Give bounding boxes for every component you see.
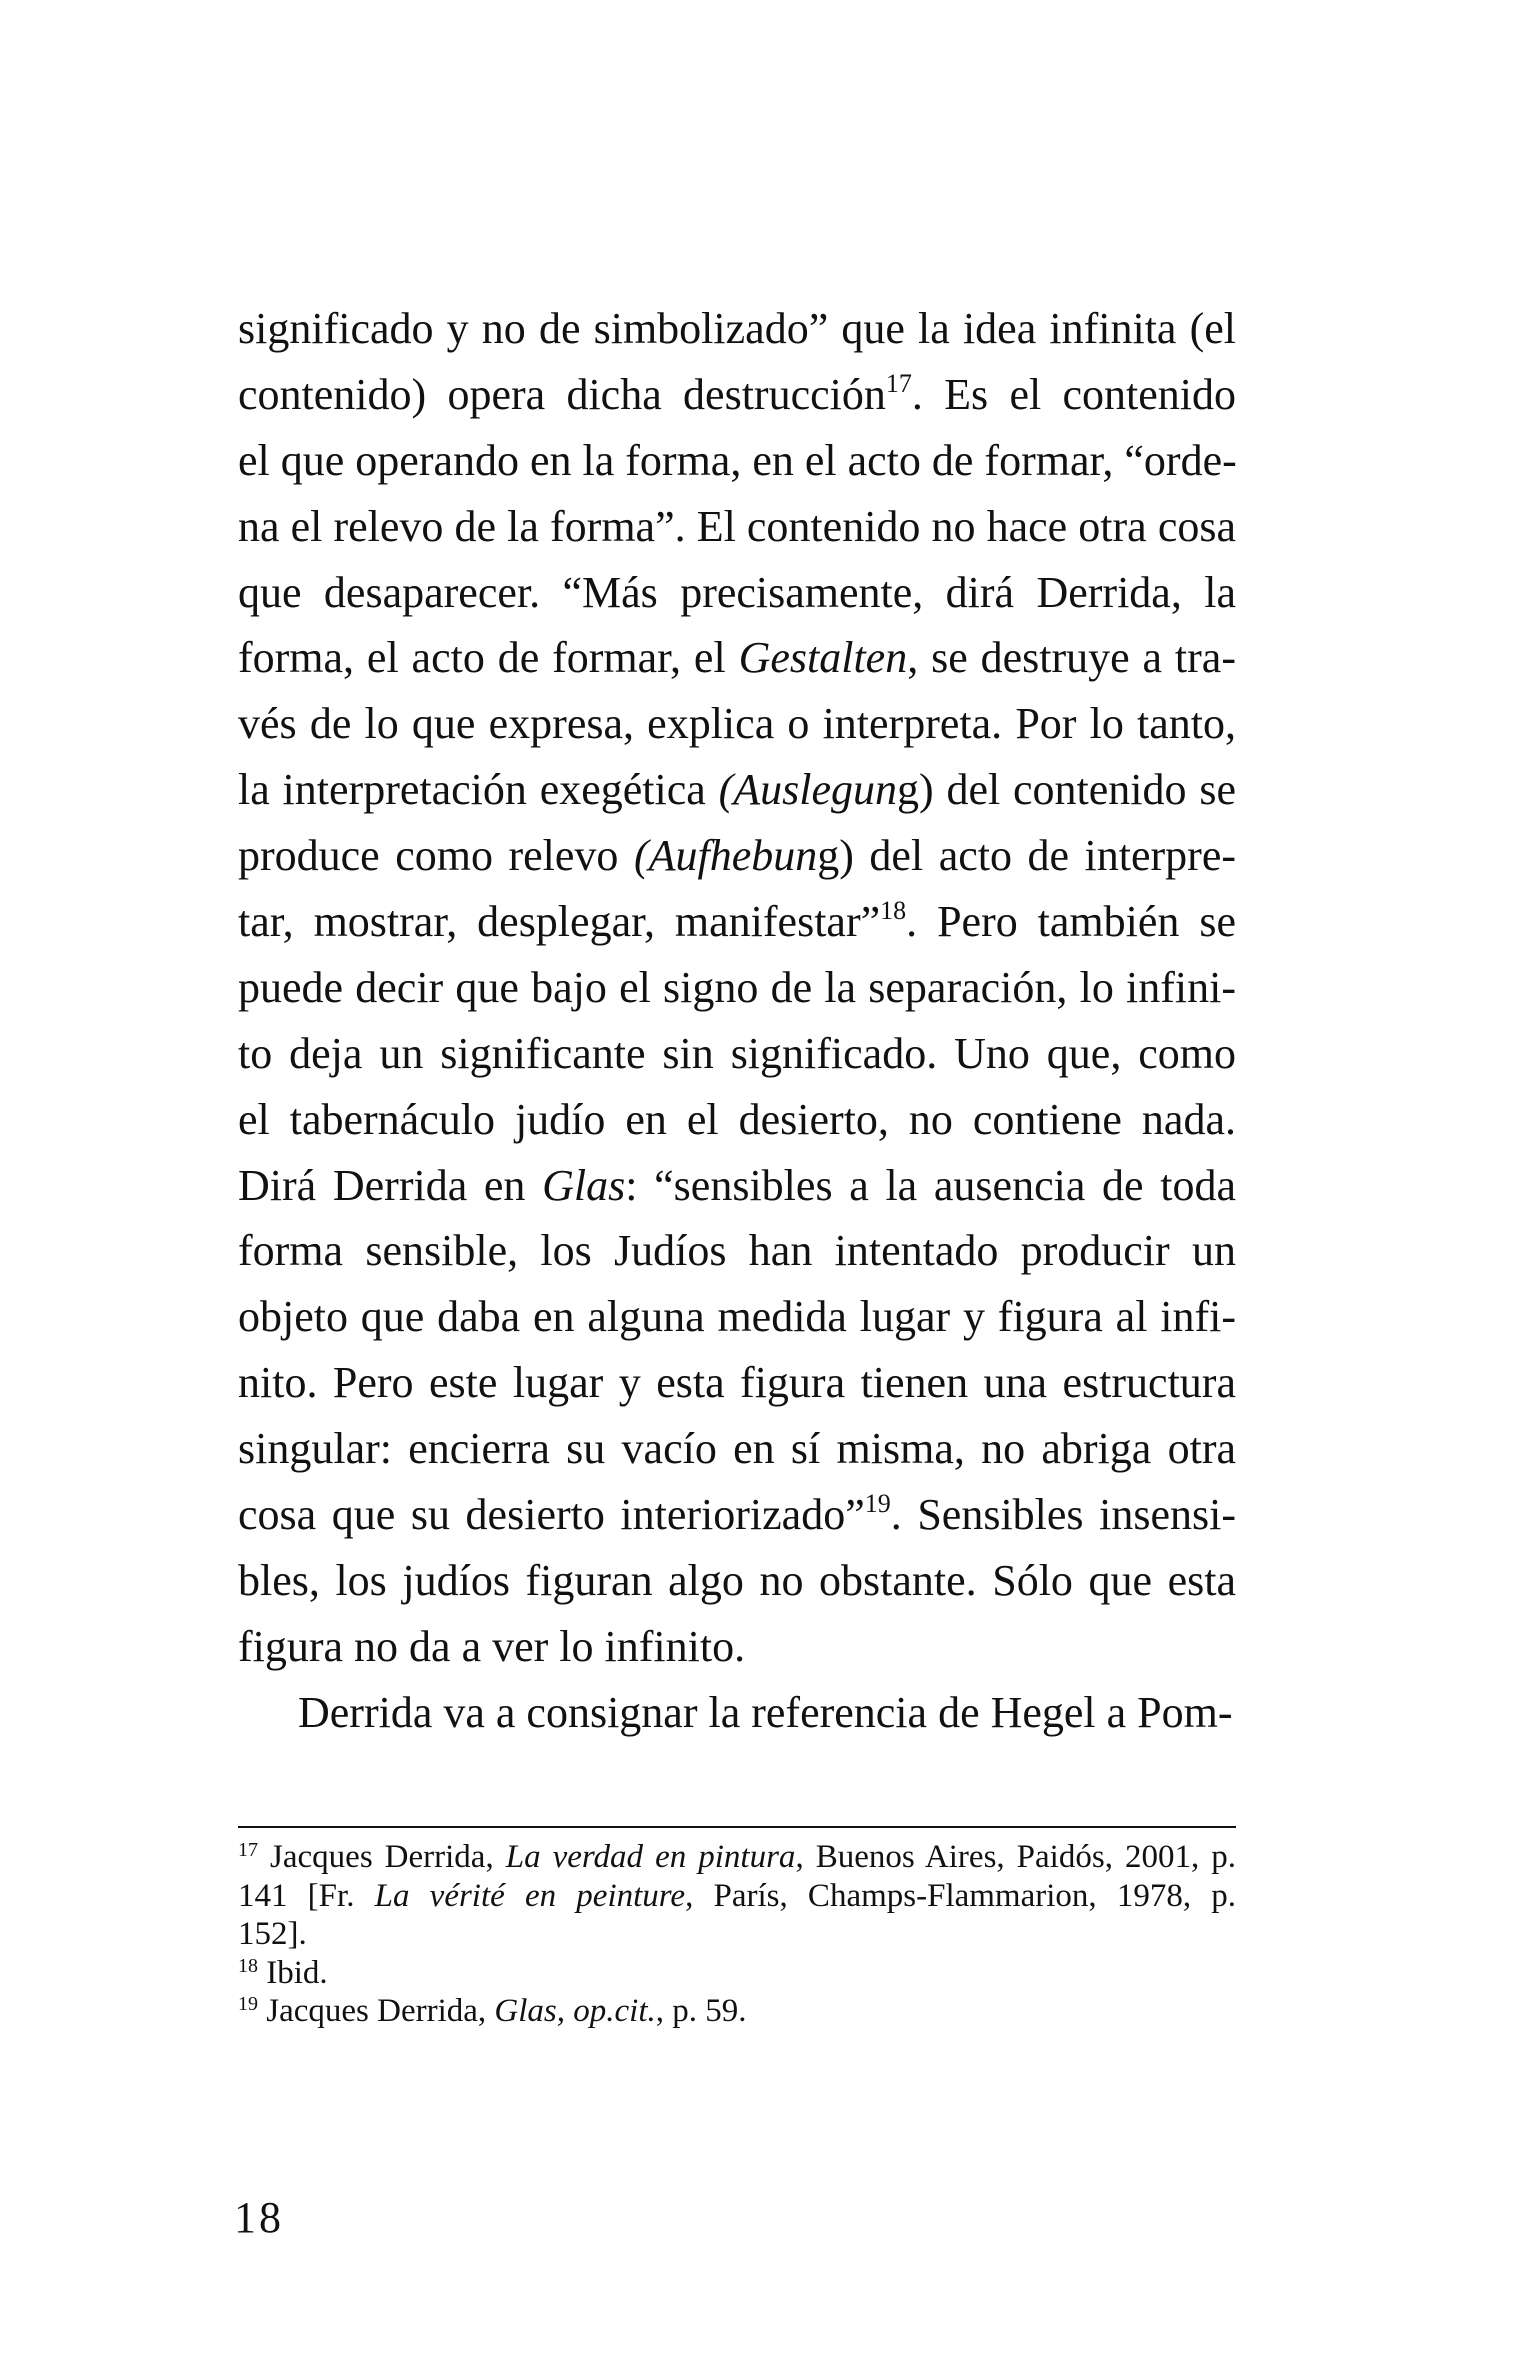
text-line: na el relevo de la forma”. El contenido no hace otra cosa — [238, 501, 1236, 551]
body-text — [238, 296, 1236, 1746]
text-line-indented: Derrida va a consignar la referencia de Hegel a Pom- — [298, 1687, 1233, 1737]
text-line: puede decir que bajo el signo de la separación, lo infini- — [238, 962, 1236, 1012]
text-line: nito. Pero este lugar y esta figura tienen una estructura — [238, 1358, 1236, 1408]
footnote-18: $^{18}$ Ibid. — [238, 1954, 328, 1991]
footnote-17-cont: 141 [Fr. La vérité en peinture, París, Champs-Flammarion, 1978, p. — [238, 1877, 1237, 1914]
text-line: vés de lo que expresa, explica o interpreta. Por lo tanto, — [238, 699, 1236, 749]
text-line: cosa que su desierto interiorizado”$^{19}$. Sensibles insensi- — [238, 1489, 1237, 1540]
footnote-ref-17: 17 — [885, 369, 912, 398]
text-line: objeto que daba en alguna medida lugar y figura al infi- — [238, 1292, 1236, 1342]
text-line: forma, el acto de formar, el Gestalten, se destruye a tra- — [238, 633, 1236, 683]
text-line: produce como relevo (Aufhebung) del acto de interpre- — [238, 831, 1236, 881]
footnote-ref-18: 18 — [880, 896, 907, 926]
text-line: figura no da a ver lo infinito. — [238, 1621, 746, 1671]
page-number: 18 — [234, 2193, 284, 2242]
text-line: Dirá Derrida en Glas: “sensibles a la ausencia de toda — [238, 1160, 1236, 1210]
footnote-17: $^{17}$ Jacques Derrida, La verdad en pintura, Buenos Aires, Paidós, 2001, p. — [238, 1839, 1237, 1875]
footnote-divider — [238, 1826, 1236, 1828]
text-line: singular: encierra su vacío en sí misma, no abriga otra — [238, 1424, 1236, 1474]
text-line: que desaparecer. “Más precisamente, dirá Derrida, la — [238, 567, 1236, 617]
text-line: el tabernáculo judío en el desierto, no contiene nada. — [238, 1094, 1236, 1144]
footnotes — [238, 1838, 1236, 2031]
text-line: el que operando en la forma, en el acto de formar, “orde- — [238, 435, 1237, 485]
text-line: contenido) opera dicha destrucción$^{17}$. Es el contenido — [238, 369, 1237, 419]
text-line: la interpretación exegética (Auslegung) del contenido se — [238, 765, 1236, 815]
text-line: tar, mostrar, desplegar, manifestar”$^{18}$. Pero también se — [238, 896, 1236, 947]
text-line: forma sensible, los Judíos han intentado producir un — [238, 1226, 1236, 1276]
footnote-17-end: 152]. — [238, 1916, 307, 1952]
text-line: to deja un significante sin significado. Uno que, como — [238, 1028, 1236, 1078]
text-line: significado y no de simbolizado” que la idea infinita (el — [238, 304, 1236, 353]
footnote-19: $^{19}$ Jacques Derrida, Glas, op.cit., p. 59. — [238, 1993, 747, 2029]
footnote-ref-19: 19 — [864, 1489, 891, 1519]
text-line: bles, los judíos figuran algo no obstante. Sólo que esta — [238, 1555, 1236, 1605]
